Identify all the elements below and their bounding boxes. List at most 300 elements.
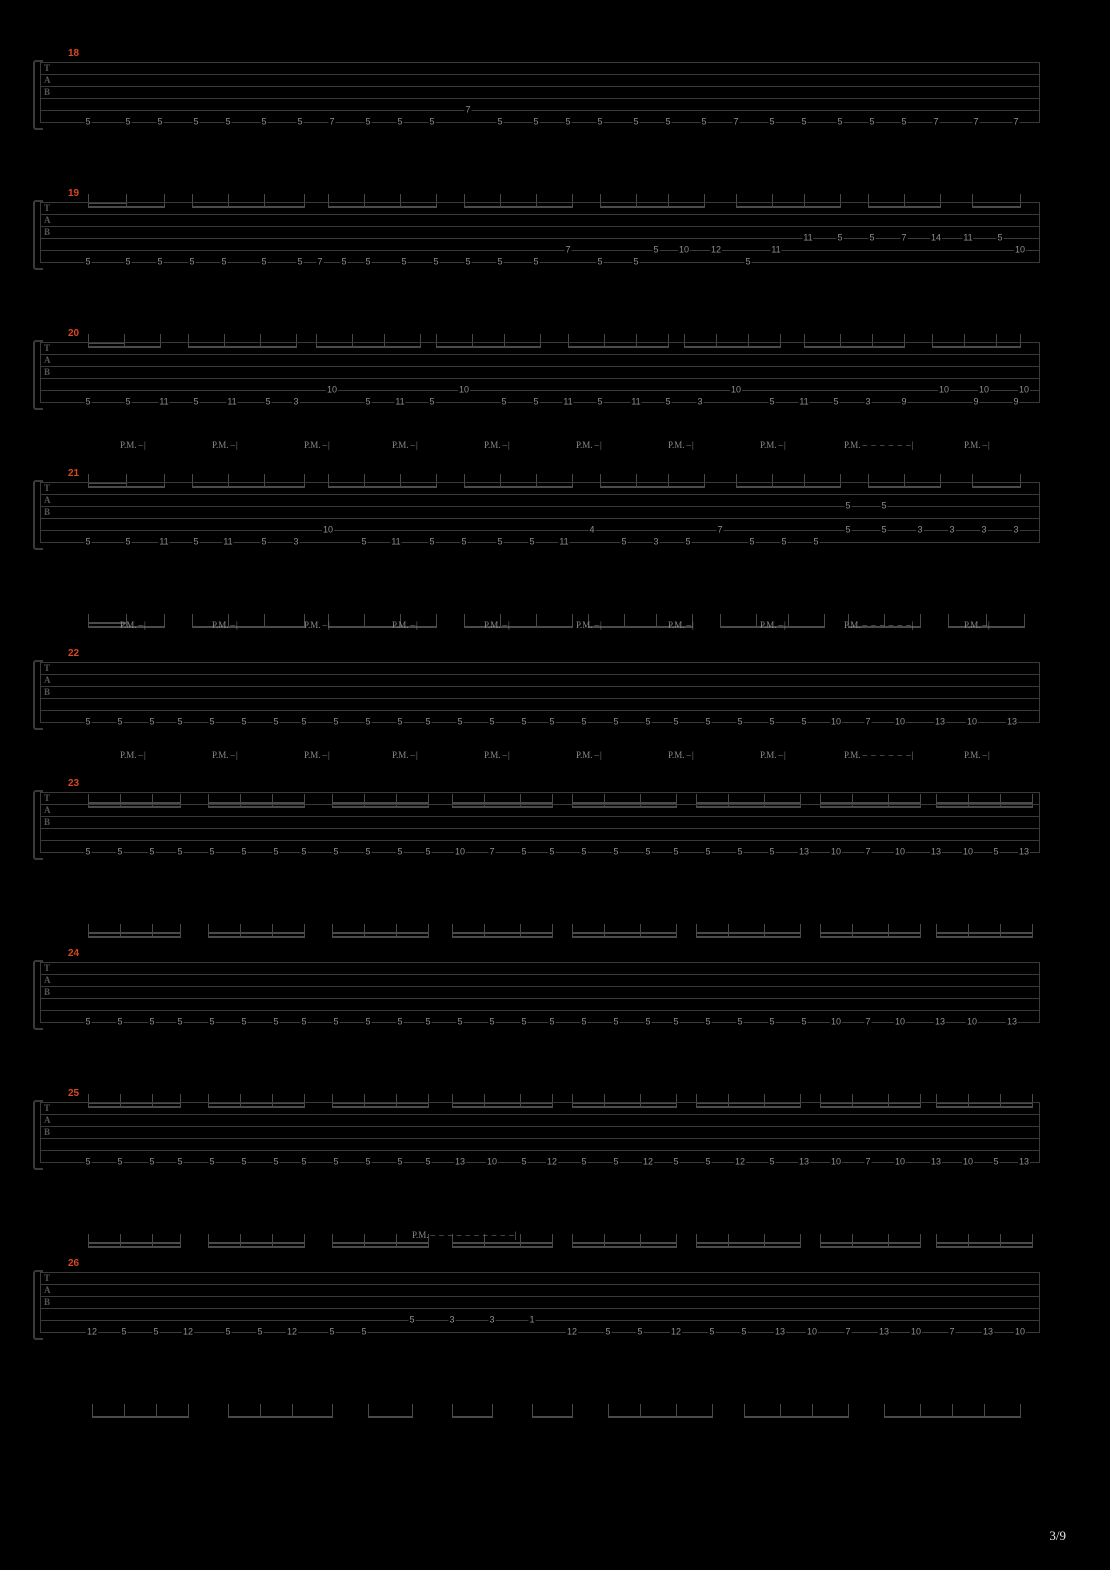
tab-note: 10: [894, 716, 906, 727]
tab-note: 12: [566, 1326, 578, 1337]
beam-bar: [936, 1246, 1032, 1248]
tab-note: 5: [85, 256, 91, 267]
palm-mute-marking: P.M. –|: [760, 750, 787, 760]
tab-note: 10: [830, 716, 842, 727]
palm-mute-marking: P.M. –|: [484, 620, 511, 630]
note-stem: [812, 1404, 813, 1418]
tab-clef-letter: T: [44, 1103, 51, 1113]
tab-note: 5: [177, 846, 183, 857]
palm-mute-marking: P.M. –|: [304, 440, 331, 450]
staff-line: [40, 342, 1040, 343]
staff-line: [40, 1126, 1040, 1127]
tab-note: 7: [865, 716, 871, 727]
tab-note: 10: [1014, 1326, 1026, 1337]
tab-note: 3: [293, 536, 299, 547]
note-stem: [484, 924, 485, 938]
beam-bar-secondary: [572, 1242, 676, 1244]
tab-note: 5: [125, 116, 131, 127]
tab-note: 3: [449, 1314, 455, 1325]
note-stem: [228, 1404, 229, 1418]
tab-note: 12: [710, 244, 722, 255]
tab-note: 7: [317, 256, 323, 267]
tab-note: 7: [865, 1156, 871, 1167]
tab-clef-letter: B: [44, 687, 51, 697]
tab-note: 11: [159, 396, 169, 407]
tab-note: 5: [637, 1326, 643, 1337]
staff-line: [40, 226, 1040, 227]
tab-note: 5: [633, 256, 639, 267]
note-stem: [852, 924, 853, 938]
note-stem: [240, 1234, 241, 1248]
tab-note: 5: [521, 1156, 527, 1167]
tab-note: 7: [717, 524, 723, 535]
tab-note: 12: [546, 1156, 558, 1167]
tab-clef-letter: A: [44, 1285, 51, 1295]
staff-line: [40, 1296, 1040, 1297]
palm-mute-marking: P.M. –|: [120, 750, 147, 760]
tab-note: 5: [301, 1016, 307, 1027]
beam-group: [696, 1234, 800, 1248]
palm-mute-marking: P.M. –|: [668, 750, 695, 760]
tab-note: 5: [209, 716, 215, 727]
beam-bar: [328, 626, 436, 628]
staff-line: [40, 1150, 1040, 1151]
tab-note: 5: [153, 1326, 159, 1337]
tab-note: 5: [993, 1156, 999, 1167]
tab-note: 3: [1013, 524, 1019, 535]
tab-note: 5: [301, 846, 307, 857]
tab-note: 5: [565, 116, 571, 127]
tab-note: 5: [401, 256, 407, 267]
beam-bar-secondary: [208, 932, 304, 934]
tab-note: 5: [645, 1016, 651, 1027]
tab-clef-letter: B: [44, 1127, 51, 1137]
tab-note: 5: [397, 1016, 403, 1027]
tab-note: 5: [149, 1016, 155, 1027]
tab-note: 5: [429, 396, 435, 407]
note-stem: [396, 924, 397, 938]
tab-note: 10: [910, 1326, 922, 1337]
staff-line: [40, 840, 1040, 841]
tab-note: 12: [182, 1326, 194, 1337]
tab-note: 5: [881, 524, 887, 535]
tab-note: 5: [529, 536, 535, 547]
tab-note: 7: [933, 116, 939, 127]
tab-note: 10: [830, 1156, 842, 1167]
tab-note: 5: [429, 536, 435, 547]
tab-note: 10: [486, 1156, 498, 1167]
tab-note: 5: [177, 1156, 183, 1167]
measure-number: 24: [68, 948, 80, 959]
barline-start: [40, 202, 41, 263]
beam-bar: [208, 936, 304, 938]
tab-note: 5: [117, 846, 123, 857]
tab-note: 3: [489, 1314, 495, 1325]
beam-bar: [820, 936, 920, 938]
beam-group: [820, 1234, 920, 1248]
palm-mute-marking: P.M. –|: [392, 750, 419, 760]
note-stem: [780, 1404, 781, 1418]
tab-clef-letter: T: [44, 663, 51, 673]
note-stem: [208, 924, 209, 938]
staff-line: [40, 390, 1040, 391]
staff-line: [40, 214, 1040, 215]
staff-line: [40, 238, 1040, 239]
tab-note: 5: [673, 1016, 679, 1027]
tab-note: 5: [837, 116, 843, 127]
tab-note: 7: [465, 104, 471, 115]
note-stem: [952, 1404, 953, 1418]
tab-note: 13: [798, 846, 810, 857]
tab-note: 5: [705, 716, 711, 727]
tab-note: 9: [1013, 396, 1019, 407]
tab-note: 7: [949, 1326, 955, 1337]
tab-note: 5: [581, 716, 587, 727]
note-stem: [572, 1234, 573, 1248]
tab-note: 9: [973, 396, 979, 407]
tab-staff: [40, 482, 1040, 544]
beam-bar: [820, 1246, 920, 1248]
tab-note: 5: [149, 846, 155, 857]
tab-note: 10: [962, 846, 974, 857]
tab-note: 5: [465, 256, 471, 267]
staff-line: [40, 1102, 1040, 1103]
tab-note: 13: [930, 846, 942, 857]
note-stem: [364, 1234, 365, 1248]
tab-note: 5: [85, 396, 91, 407]
tab-note: 13: [454, 1156, 466, 1167]
tab-note: 5: [549, 716, 555, 727]
staff-line: [40, 402, 1040, 403]
tab-note: 3: [865, 396, 871, 407]
note-stem: [824, 614, 825, 628]
beam-group: [464, 614, 572, 628]
tab-clef-letter: A: [44, 805, 51, 815]
note-stem: [764, 924, 765, 938]
beam-group: [228, 1404, 332, 1418]
tab-note: 5: [297, 116, 303, 127]
note-stem: [264, 614, 265, 628]
tab-note: 5: [125, 256, 131, 267]
tab-note: 5: [645, 846, 651, 857]
tab-note: 5: [433, 256, 439, 267]
tab-note: 5: [301, 1156, 307, 1167]
note-stem: [968, 924, 969, 938]
tab-note: 5: [749, 536, 755, 547]
tab-note: 5: [741, 1326, 747, 1337]
barline-start: [40, 962, 41, 1023]
tab-note: 5: [149, 1156, 155, 1167]
tab-note: 5: [705, 1016, 711, 1027]
tab-note: 5: [333, 1156, 339, 1167]
note-stem: [428, 924, 429, 938]
tab-note: 5: [425, 1156, 431, 1167]
tab-note: 5: [613, 1156, 619, 1167]
note-stem: [676, 1234, 677, 1248]
tab-clef-letter: A: [44, 355, 51, 365]
note-stem: [696, 1234, 697, 1248]
staff-line: [40, 1308, 1040, 1309]
note-stem: [552, 1234, 553, 1248]
tab-note: 12: [642, 1156, 654, 1167]
beam-bar: [532, 1416, 572, 1418]
tab-note: 5: [613, 1016, 619, 1027]
tab-note: 3: [293, 396, 299, 407]
tab-note: 10: [962, 1156, 974, 1167]
palm-mute-marking: P.M. –|: [964, 440, 991, 450]
tab-note: 5: [781, 536, 787, 547]
barline-end: [1039, 62, 1040, 123]
note-stem: [120, 1234, 121, 1248]
beam-group: [88, 924, 180, 938]
tab-note: 5: [549, 1016, 555, 1027]
palm-mute-marking: P.M. –|: [120, 440, 147, 450]
note-stem: [888, 924, 889, 938]
staff-line: [40, 1284, 1040, 1285]
tab-note: 5: [209, 846, 215, 857]
barline-end: [1039, 342, 1040, 403]
tab-note: 5: [497, 116, 503, 127]
note-stem: [640, 924, 641, 938]
staff-line: [40, 1320, 1040, 1321]
beam-group: [696, 924, 800, 938]
beam-bar-secondary: [696, 1242, 800, 1244]
tab-note: 5: [365, 256, 371, 267]
tab-note: 5: [273, 1156, 279, 1167]
staff-line: [40, 354, 1040, 355]
tab-note: 5: [273, 716, 279, 727]
staff-line: [40, 202, 1040, 203]
beam-bar: [696, 1246, 800, 1248]
tab-note: 5: [121, 1326, 127, 1337]
beam-bar: [464, 626, 572, 628]
staff-line: [40, 506, 1040, 507]
tab-note: 5: [365, 846, 371, 857]
tab-note: 5: [521, 1016, 527, 1027]
tab-clef-letter: T: [44, 343, 51, 353]
tab-clef-letter: B: [44, 87, 51, 97]
palm-mute-marking: P.M. –|: [392, 620, 419, 630]
note-stem: [452, 924, 453, 938]
note-stem: [756, 614, 757, 628]
staff-line: [40, 482, 1040, 483]
tab-note: 5: [605, 1326, 611, 1337]
note-stem: [1020, 1404, 1021, 1418]
tab-note: 5: [125, 396, 131, 407]
tab-note: 5: [709, 1326, 715, 1337]
note-stem: [920, 614, 921, 628]
note-stem: [452, 1404, 453, 1418]
tab-note: 5: [633, 116, 639, 127]
beam-bar-secondary: [936, 932, 1032, 934]
tab-note: 10: [1018, 384, 1030, 395]
beam-bar-secondary: [696, 932, 800, 934]
palm-mute-marking: P.M. –|: [304, 620, 331, 630]
tab-note: 5: [501, 396, 507, 407]
note-stem: [676, 1404, 677, 1418]
beam-bar: [936, 936, 1032, 938]
note-stem: [464, 614, 465, 628]
tab-note: 5: [581, 1016, 587, 1027]
note-stem: [572, 1404, 573, 1418]
staff-line: [40, 1272, 1040, 1273]
note-stem: [120, 924, 121, 938]
beam-bar: [332, 936, 428, 938]
note-stem: [396, 1234, 397, 1248]
staff-line: [40, 366, 1040, 367]
note-stem: [604, 924, 605, 938]
tab-note: 7: [489, 846, 495, 857]
tab-staff: [40, 1272, 1040, 1334]
tab-note: 5: [397, 116, 403, 127]
measure-number: 18: [68, 48, 80, 59]
beam-bar: [452, 1416, 492, 1418]
tab-note: 5: [769, 116, 775, 127]
tab-note: 13: [1018, 1156, 1030, 1167]
note-stem: [180, 924, 181, 938]
tab-note: 5: [261, 256, 267, 267]
tab-note: 5: [333, 1016, 339, 1027]
tab-note: 7: [845, 1326, 851, 1337]
barline-end: [1039, 1102, 1040, 1163]
beam-group: [208, 1234, 304, 1248]
tab-note: 13: [934, 1016, 946, 1027]
tab-note: 7: [901, 232, 907, 243]
tab-note: 5: [769, 846, 775, 857]
tab-note: 5: [365, 1016, 371, 1027]
beam-group: [92, 1404, 188, 1418]
tab-note: 5: [621, 536, 627, 547]
measure-number: 20: [68, 328, 80, 339]
note-stem: [728, 924, 729, 938]
note-stem: [520, 924, 521, 938]
note-stem: [92, 1404, 93, 1418]
tab-note: 5: [673, 846, 679, 857]
tab-note: 5: [397, 716, 403, 727]
measure-number: 25: [68, 1088, 80, 1099]
tab-note: 5: [261, 536, 267, 547]
note-stem: [728, 1234, 729, 1248]
beam-group: [936, 1234, 1032, 1248]
note-stem: [744, 1404, 745, 1418]
note-stem: [492, 1404, 493, 1418]
note-stem: [640, 1404, 641, 1418]
tab-note: 11: [559, 536, 569, 547]
staff-line: [40, 1138, 1040, 1139]
beam-group: [192, 614, 304, 628]
tab-note: 3: [697, 396, 703, 407]
note-stem: [368, 1404, 369, 1418]
tab-note: 5: [685, 536, 691, 547]
tab-note: 5: [261, 116, 267, 127]
tab-note: 5: [489, 716, 495, 727]
beam-group: [452, 924, 552, 938]
staff-line: [40, 1114, 1040, 1115]
beam-bar: [572, 1246, 676, 1248]
tab-note: 5: [769, 1156, 775, 1167]
note-stem: [272, 924, 273, 938]
note-stem: [852, 1234, 853, 1248]
note-stem: [240, 924, 241, 938]
staff-line: [40, 1162, 1040, 1163]
tab-note: 12: [86, 1326, 98, 1337]
barline-end: [1039, 962, 1040, 1023]
beam-bar: [208, 1246, 304, 1248]
tab-note: 5: [225, 1326, 231, 1337]
tab-clef-letter: A: [44, 675, 51, 685]
tab-note: 5: [881, 500, 887, 511]
tab-note: 13: [1006, 1016, 1018, 1027]
measure-number: 23: [68, 778, 80, 789]
tab-note: 7: [733, 116, 739, 127]
tab-clef-letter: T: [44, 203, 51, 213]
tab-note: 5: [209, 1156, 215, 1167]
barline-end: [1039, 482, 1040, 543]
note-stem: [152, 924, 153, 938]
tab-note: 5: [521, 716, 527, 727]
tab-note: 5: [409, 1314, 415, 1325]
note-stem: [1032, 1234, 1033, 1248]
tab-note: 5: [489, 1016, 495, 1027]
tab-note: 5: [85, 1156, 91, 1167]
tab-note: 10: [830, 846, 842, 857]
page-number: 3/9: [1049, 1528, 1066, 1543]
note-stem: [800, 924, 801, 938]
note-stem: [572, 614, 573, 628]
tab-note: 1: [529, 1314, 535, 1325]
tab-note: 3: [949, 524, 955, 535]
tab-note: 5: [597, 396, 603, 407]
tab-note: 5: [177, 716, 183, 727]
palm-mute-marking: P.M. –|: [484, 440, 511, 450]
tab-note: 5: [837, 232, 843, 243]
note-stem: [192, 614, 193, 628]
tab-note: 5: [397, 846, 403, 857]
tab-note: 5: [813, 536, 819, 547]
tab-note: 10: [730, 384, 742, 395]
staff-line: [40, 986, 1040, 987]
tab-clef-letter: T: [44, 63, 51, 73]
staff-line: [40, 998, 1040, 999]
tab-note: 5: [597, 116, 603, 127]
tab-note: 5: [993, 846, 999, 857]
tab-note: 5: [85, 1016, 91, 1027]
barline-end: [1039, 792, 1040, 853]
barline-start: [40, 62, 41, 123]
beam-bar: [744, 1416, 848, 1418]
note-stem: [920, 1404, 921, 1418]
beam-group: [572, 1234, 676, 1248]
note-stem: [1000, 1234, 1001, 1248]
barline-start: [40, 1102, 41, 1163]
note-stem: [920, 924, 921, 938]
tab-clef-letter: T: [44, 793, 51, 803]
tab-note: 13: [934, 716, 946, 727]
tab-note: 13: [878, 1326, 890, 1337]
note-stem: [948, 614, 949, 628]
tab-note: 5: [361, 1326, 367, 1337]
tab-clef-letter: A: [44, 975, 51, 985]
tab-note: 3: [917, 524, 923, 535]
tab-note: 7: [565, 244, 571, 255]
note-stem: [520, 1234, 521, 1248]
beam-bar: [572, 936, 676, 938]
beam-group: [572, 924, 676, 938]
tab-note: 5: [801, 716, 807, 727]
tab-note: 10: [678, 244, 690, 255]
tab-note: 5: [701, 116, 707, 127]
tab-clef-letter: T: [44, 483, 51, 493]
